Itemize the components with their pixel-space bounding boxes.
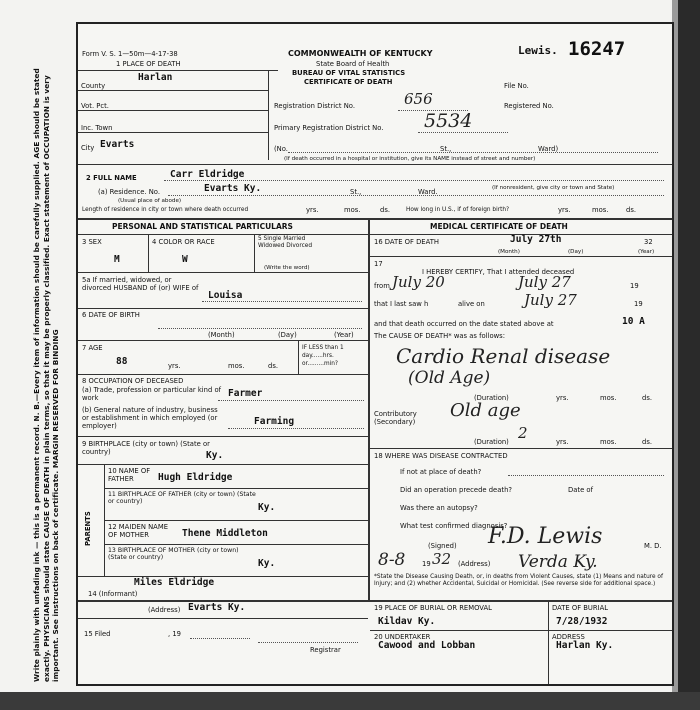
time-value: 10 A [622, 316, 645, 327]
informant-label: 14 (Informant) [88, 590, 138, 598]
trade-label: (a) Trade, profession or particular kind of work [82, 386, 222, 402]
birthplace-label: 9 BIRTHPLACE (city or town) (State or country) [82, 440, 210, 456]
md-label: M. D. [644, 542, 662, 550]
reg-district-value: 656 [404, 90, 433, 108]
city-label: City [81, 144, 95, 152]
age-value: 88 [116, 356, 128, 367]
filed-19: , 19 [168, 630, 181, 638]
burial-date-label: DATE OF BURIAL [552, 604, 609, 612]
duration2-ds: ds. [642, 438, 653, 446]
industry-label: (b) General nature of industry, business or establishment in which employed (or employer) [82, 406, 218, 430]
father-bp-label: 11 BIRTHPLACE OF FATHER (city or town) (State or country) [108, 491, 256, 506]
year-signed-value: 32 [432, 550, 452, 568]
primary-district-value: 5534 [424, 110, 473, 132]
operation-label: Did an operation precede death? [400, 486, 512, 494]
stamp-prefix: Lewis. [518, 44, 558, 57]
burial-value: Kildav Ky. [378, 616, 436, 627]
stamp-number: 16247 [568, 38, 626, 60]
dob-month: (Month) [208, 331, 235, 339]
footnote: *State the Disease Causing Death, or, in deaths from Violent Causes, state (1) Means and nature of Injury; and (2) whether Accidental, Suicidal or Homicidal. (See reverse side for additional space.) [374, 574, 664, 587]
father-bp-value: Ky. [258, 502, 276, 513]
age-mos: mos. [228, 362, 245, 370]
sex-label: 3 SEX [82, 238, 102, 246]
title-board: State Board of Health [316, 60, 390, 68]
duration2-value: 2 [518, 424, 528, 442]
not-place-label: If not at place of death? [400, 468, 482, 476]
year-signed-label: 19 [422, 560, 431, 568]
length-ds: ds. [380, 206, 391, 214]
personal-section-title: PERSONAL AND STATISTICAL PARTICULARS [112, 222, 293, 231]
date-of-death-value: July 27th [510, 234, 562, 245]
contracted-label: 18 WHERE WAS DISEASE CONTRACTED [374, 452, 508, 460]
duration-ds: ds. [642, 394, 653, 402]
to-value: July 27 [518, 273, 571, 291]
residence-st: St., [350, 188, 362, 196]
us-ds: ds. [626, 206, 637, 214]
certify-num: 17 [374, 260, 383, 268]
registrar-label: Registrar [310, 646, 341, 654]
binding-margin [14, 22, 74, 682]
birthplace-value: Ky. [206, 450, 224, 461]
undertaker-label: 20 UNDERTAKER [374, 633, 431, 641]
place-of-death-label: 1 PLACE OF DEATH [116, 60, 181, 68]
cause-value: Cardio Renal disease [396, 344, 611, 368]
last-saw-value: July 27 [524, 291, 577, 309]
mother-name-value: Thene Middleton [182, 528, 268, 539]
last-saw-label: that I last saw h [374, 300, 429, 308]
mother-bp-value: Ky. [258, 558, 276, 569]
how-long-label: How long in U.S., if of foreign birth? [406, 207, 510, 213]
dod-month: (Month) [498, 249, 520, 255]
date-signed: 8-8 [378, 550, 406, 570]
husband-label: 5a If married, widowed, or divorced HUSBAND of (or) WIFE of [82, 276, 199, 292]
occurred-label: and that death occurred on the date stated above at [374, 320, 554, 328]
no-label: (No. [274, 145, 288, 153]
informant-address-label: (Address) [148, 606, 181, 614]
duration-label: (Duration) [474, 394, 509, 402]
full-name-label: 2 FULL NAME [86, 174, 137, 182]
contributory-value: Old age [450, 400, 521, 421]
scan-bottom-edge [0, 692, 700, 710]
vot-pct-label: Vot. Pct. [81, 102, 109, 110]
title-commonwealth: COMMONWEALTH OF KENTUCKY [288, 49, 433, 58]
informant-value: Miles Eldridge [134, 577, 215, 588]
age-yrs: yrs. [168, 362, 181, 370]
father-name-value: Hugh Eldridge [158, 472, 233, 483]
signer-address-value: Verda Ky. [518, 552, 598, 572]
burial-label: 19 PLACE OF BURIAL OR REMOVAL [374, 604, 492, 612]
dob-day: (Day) [278, 331, 297, 339]
duration-yrs: yrs. [556, 394, 569, 402]
occupation-label: 8 OCCUPATION OF DECEASED [82, 377, 184, 385]
cause-value-2: (Old Age) [408, 368, 491, 388]
signed-value: F.D. Lewis [488, 524, 603, 549]
form-number: Form V. S. 1—50m—4-17-38 [82, 50, 178, 58]
city-value: Evarts [100, 139, 135, 150]
scan-edge-dark [678, 0, 700, 710]
color-label: 4 COLOR OR RACE [152, 238, 215, 246]
test-label: What test confirmed diagnosis? [400, 522, 508, 530]
residence-value: Evarts Ky. [204, 183, 262, 194]
county-label: County [81, 82, 106, 90]
age-label: 7 AGE [82, 344, 103, 352]
mother-name-label: 12 MAIDEN NAME OF MOTHER [108, 523, 168, 539]
file-no-label: File No. [504, 82, 529, 90]
industry-value: Farming [254, 416, 295, 427]
title-certificate: CERTIFICATE OF DEATH [304, 78, 393, 86]
usual-place-note: (Usual place of abode) [118, 198, 182, 204]
parents-label: PARENTS [84, 511, 92, 546]
burial-date-value: 7/28/1932 [556, 616, 608, 627]
saw-year: 19 [634, 300, 643, 308]
undertaker-address-value: Harlan Ky. [556, 640, 614, 651]
from-label: from [374, 282, 390, 290]
cause-label: The CAUSE OF DEATH* was as follows: [374, 332, 506, 340]
signer-address-label: (Address) [458, 560, 491, 568]
alive-on-label: alive on [458, 300, 485, 308]
undertaker-address-label: ADDRESS [552, 633, 585, 641]
signed-label: (Signed) [428, 542, 457, 550]
length-residence-label: Length of residence in city or town where death occurred [82, 207, 249, 213]
duration2-mos: mos. [600, 438, 617, 446]
dob-year: (Year) [334, 331, 354, 339]
st-label: St., [440, 145, 452, 153]
us-mos: mos. [592, 206, 609, 214]
marital-note: (Write the word) [264, 265, 310, 271]
dod-day: (Day) [568, 249, 584, 255]
age-ds: ds. [268, 362, 279, 370]
to-year: 19 [630, 282, 639, 290]
mother-bp-label: 13 BIRTHPLACE OF MOTHER (city or town) (State or country) [108, 547, 239, 562]
registered-no-label: Registered No. [504, 102, 554, 110]
margin-instructions: Write plainly with unfading ink — this is a permanent record. N. B.—Every item of information should be carefully supplied. AGE should be stated exactly. PHYSICIANS should state CAUSE OF DEATH in plain terms, so that it may be properly classified. Exact statement of OCCUPATION is very important. See instructions on back of certificate. MARGIN RESERVED FOR BINDING [32, 68, 60, 682]
duration2-label: (Duration) [474, 438, 509, 446]
reg-district-label: Registration District No. [274, 102, 356, 110]
contributory-label: Contributory (Secondary) [374, 410, 417, 426]
duration-mos: mos. [600, 394, 617, 402]
ward-label: Ward) [538, 145, 559, 153]
from-value: July 20 [392, 273, 445, 291]
autopsy-label: Was there an autopsy? [400, 504, 478, 512]
less-than-label: IF LESS than 1 day......hrs. or.........min? [302, 345, 344, 367]
length-mos: mos. [344, 206, 361, 214]
residence-ward: Ward. [418, 188, 438, 196]
length-yrs: yrs. [306, 206, 319, 214]
primary-district-label: Primary Registration District No. [274, 124, 384, 132]
hospital-note: (If death occurred in a hospital or institution, give its NAME instead of street and number) [284, 156, 536, 162]
certify-label: I HEREBY CERTIFY, That I attended deceased [422, 268, 575, 276]
inc-town-label: Inc. Town [81, 124, 113, 132]
trade-value: Farmer [228, 388, 263, 399]
nonresident-note: (If nonresident, give city or town and State) [492, 185, 615, 191]
dod-year-suffix: 32 [644, 238, 653, 246]
husband-value: Louisa [208, 290, 243, 301]
dod-year: (Year) [638, 249, 655, 255]
title-bureau: BUREAU OF VITAL STATISTICS [292, 69, 406, 77]
dob-label: 6 DATE OF BIRTH [82, 311, 140, 319]
sex-value: M [114, 254, 120, 265]
duration2-yrs: yrs. [556, 438, 569, 446]
full-name-value: Carr Eldridge [170, 169, 245, 180]
color-value: W [182, 254, 188, 265]
medical-section-title: MEDICAL CERTIFICATE OF DEATH [430, 222, 568, 231]
marital-label: 5 Single Married Widowed Divorced [258, 236, 313, 249]
death-certificate-form [76, 22, 674, 686]
date-of-label: Date of [568, 486, 593, 494]
informant-address-value: Evarts Ky. [188, 602, 246, 613]
filed-label: 15 Filed [84, 630, 111, 638]
father-name-label: 10 NAME OF FATHER [108, 467, 151, 483]
date-of-death-label: 16 DATE OF DEATH [374, 238, 439, 246]
us-yrs: yrs. [558, 206, 571, 214]
residence-label: (a) Residence. No. [98, 188, 160, 196]
undertaker-value: Cawood and Lobban [378, 640, 476, 651]
county-value: Harlan [138, 72, 173, 83]
